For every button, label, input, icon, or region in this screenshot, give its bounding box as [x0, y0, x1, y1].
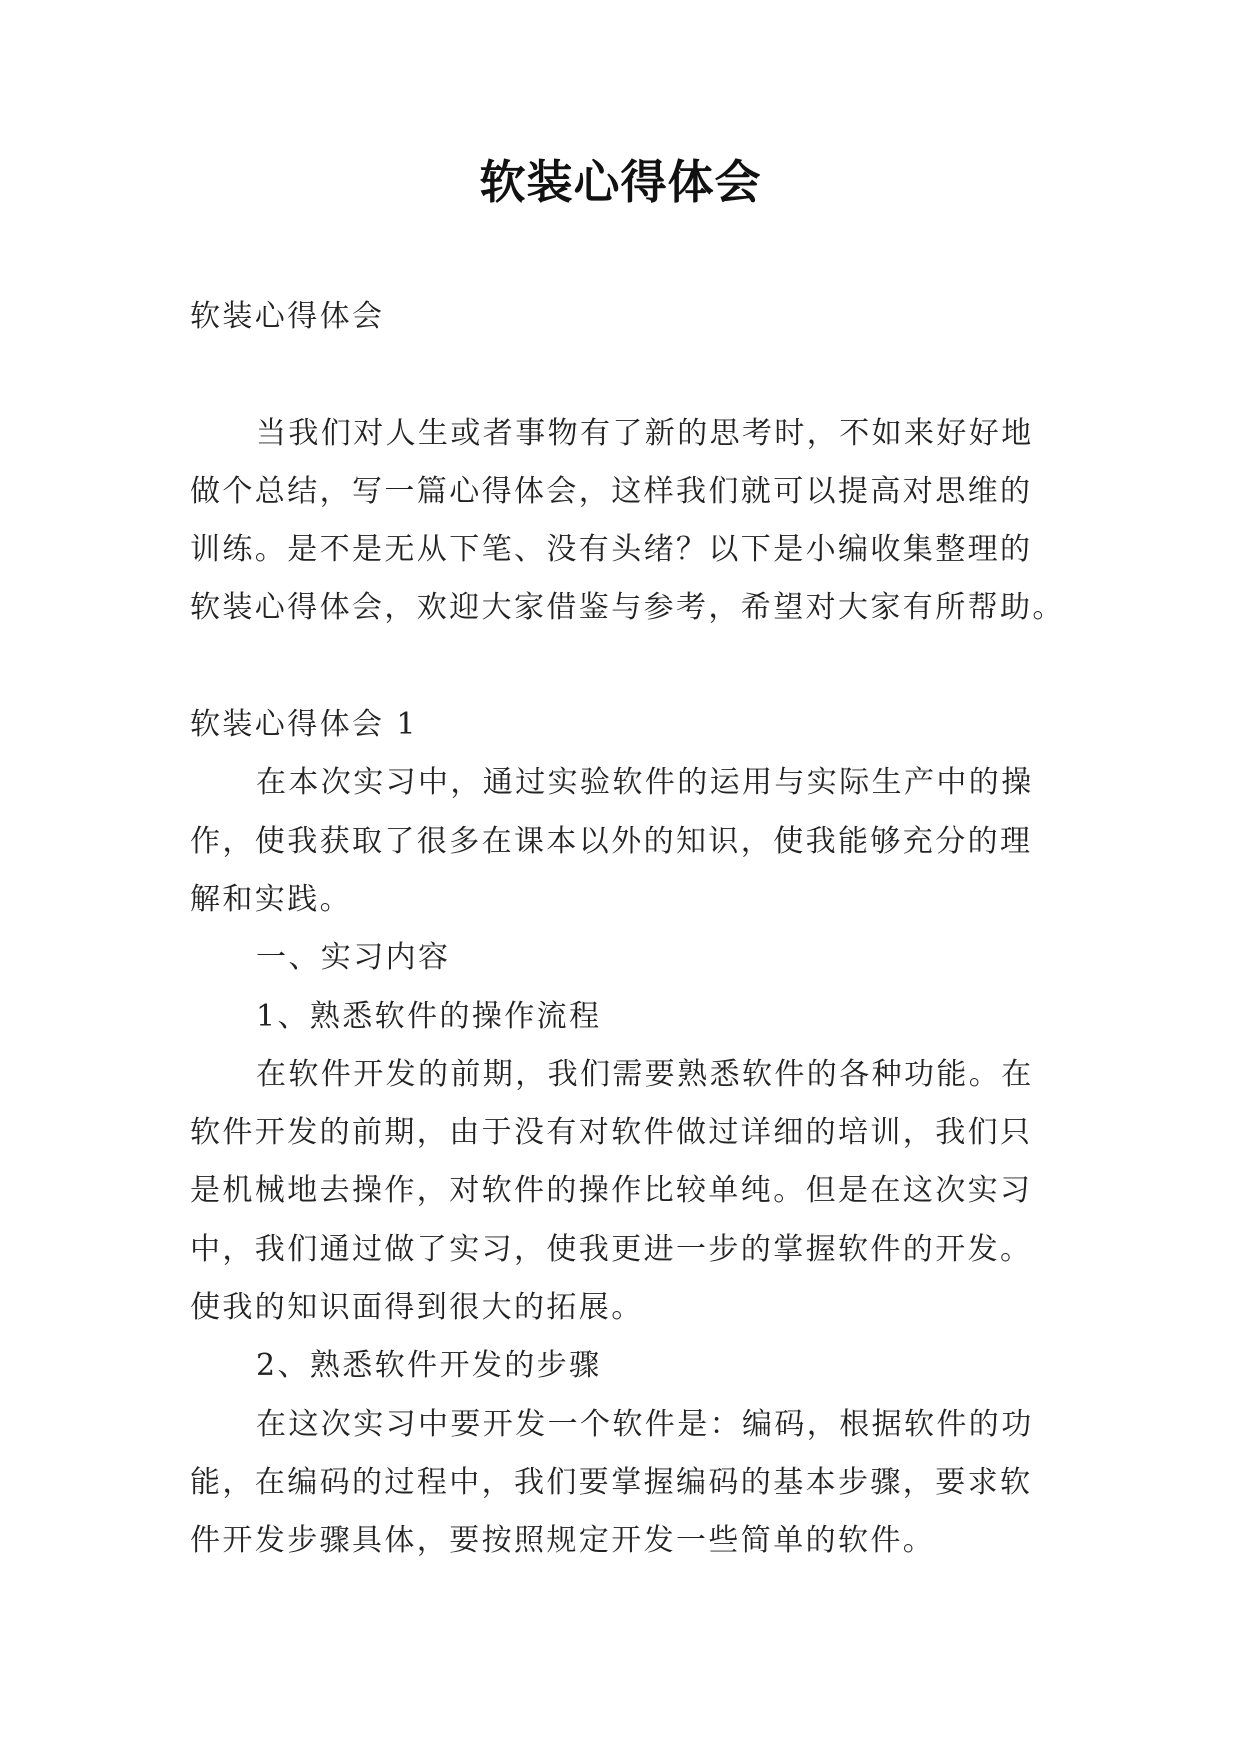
text-line: 解和实践。 [190, 881, 352, 917]
text-line: 中，我们通过做了实习，使我更进一步的掌握软件的开发。 [190, 1231, 1033, 1267]
text-line: 1、熟悉软件的操作流程 [256, 998, 602, 1034]
text-line: 一、实习内容 [256, 940, 451, 976]
text-line: 2、熟悉软件开发的步骤 [256, 1348, 602, 1384]
text-line: 是机械地去操作，对软件的操作比较单纯。但是在这次实习 [190, 1173, 1033, 1209]
text-line: 使我的知识面得到很大的拓展。 [190, 1290, 644, 1326]
text-line: 软件开发的前期，由于没有对软件做过详细的培训，我们只 [190, 1115, 1033, 1151]
text-line: 在软件开发的前期，我们需要熟悉软件的各种功能。在 [256, 1056, 1034, 1092]
text-line: 软装心得体会，欢迎大家借鉴与参考，希望对大家有所帮助。 [190, 590, 1065, 626]
paragraph-gap [190, 346, 1050, 404]
text-line: 能，在编码的过程中，我们要掌握编码的基本步骤，要求软 [190, 1464, 1033, 1500]
text-line: 在这次实习中要开发一个软件是：编码，根据软件的功 [256, 1406, 1034, 1442]
document-title: 软装心得体会 [479, 155, 762, 209]
text-line: 件开发步骤具体，要按照规定开发一些简单的软件。 [190, 1523, 936, 1559]
document-body [190, 288, 1065, 1571]
text-line: 当我们对人生或者事物有了新的思考时，不如来好好地 [256, 415, 1034, 451]
text-line: 软装心得体会 1 [190, 707, 418, 743]
text-line: 作，使我获取了很多在课本以外的知识，使我能够充分的理 [190, 823, 1033, 859]
text-line: 软装心得体会 [190, 299, 385, 334]
paragraph-gap [190, 638, 1050, 696]
text-line: 在本次实习中，通过实验软件的运用与实际生产中的操 [256, 765, 1034, 801]
text-line: 做个总结，写一篇心得体会，这样我们就可以提高对思维的 [190, 473, 1033, 509]
text-line: 训练。是不是无从下笔、没有头绪？以下是小编收集整理的 [190, 532, 1033, 568]
